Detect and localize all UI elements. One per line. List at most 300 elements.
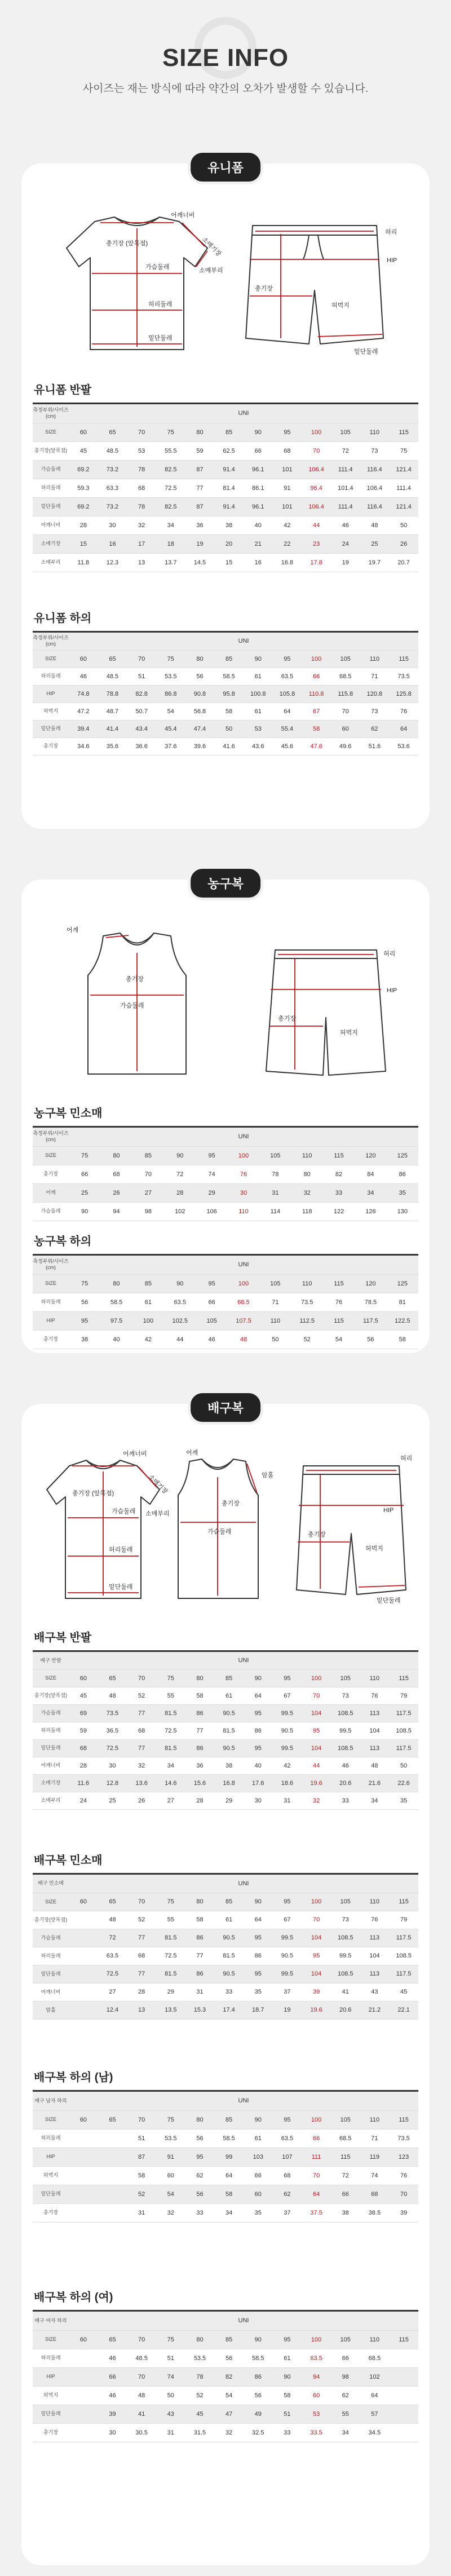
table-cell: [69, 2148, 98, 2166]
table-row: [33, 685, 418, 702]
table-cell: 30: [98, 1757, 127, 1774]
table-cell: 32: [156, 2203, 185, 2222]
table-cell: 77: [185, 1722, 215, 1739]
row-label: 총기장(앞목점): [33, 1687, 69, 1704]
row-label: 밑단둘레: [33, 2405, 69, 2423]
table-cell: 64: [244, 1911, 273, 1929]
row-label: 밑단둘레: [33, 1965, 69, 1983]
table-cell: 63.5: [164, 1293, 196, 1311]
table-cell: 100: [302, 1669, 331, 1687]
table-cell: 95: [273, 1893, 302, 1911]
table-cell: 33.5: [302, 2423, 331, 2442]
table-cell: 59.3: [69, 479, 98, 497]
table-cell: 31: [127, 2203, 156, 2222]
table-corner-label: 측정부위/사이즈 (cm): [33, 404, 69, 423]
table-cell: 81.5: [214, 1722, 244, 1739]
table-row: [33, 720, 418, 737]
table-cell: 100: [132, 1311, 164, 1330]
table-cell: 101: [273, 497, 302, 516]
table-cell: 65: [98, 2110, 127, 2129]
table-cell: [98, 2148, 127, 2166]
table-cell: 64: [389, 720, 418, 737]
table-cell: 37.6: [156, 737, 185, 755]
table-section: [33, 2068, 418, 2222]
table-cell: 85: [132, 1274, 164, 1293]
size-table: [33, 1875, 418, 2020]
table-cell: 94: [100, 1202, 132, 1221]
table-cell: 54: [323, 1330, 355, 1349]
table-row: [33, 1911, 418, 1929]
table-cell: 27: [98, 1983, 127, 2001]
table-cell: 58: [273, 2386, 302, 2405]
table-cell: 32: [127, 516, 156, 534]
table-cell: 29: [156, 1983, 185, 2001]
table-cell: 53: [127, 441, 156, 460]
table-cell: 51: [127, 2129, 156, 2148]
table-cell: 110: [291, 1146, 323, 1165]
table-cell: 60: [69, 650, 98, 668]
table-cell: 115: [389, 2330, 418, 2349]
table-cell: 91: [156, 2148, 185, 2166]
table-cell: 68: [100, 1165, 132, 1183]
table-cell: 106: [196, 1202, 227, 1221]
table-cell: 75: [69, 1274, 100, 1293]
row-label: SIZE: [33, 423, 69, 441]
label-thigh: 허벅지: [365, 1545, 383, 1552]
table-cell: 27: [156, 1792, 185, 1809]
table-cell: 16: [98, 534, 127, 553]
table-cell: 71: [360, 2129, 390, 2148]
table-cell: 104: [302, 1704, 331, 1722]
table-cell: 30: [244, 1792, 273, 1809]
table-row: [33, 1965, 418, 1983]
label-hip: HIP: [387, 987, 397, 994]
table-cell: 49.6: [331, 737, 360, 755]
table-cell: 48.5: [98, 668, 127, 685]
table-cell: 54: [214, 2386, 244, 2405]
table-cell: 72.5: [156, 1722, 185, 1739]
table-cell: 90: [244, 423, 273, 441]
table-cell: 68: [69, 1739, 98, 1757]
table-cell: 63.5: [273, 2129, 302, 2148]
table-cell: 61: [273, 2349, 302, 2367]
table-cell: 48.7: [98, 702, 127, 720]
table-cell: 46: [196, 1330, 227, 1349]
table-cell: [98, 2203, 127, 2222]
table-cell: [389, 2405, 418, 2423]
table-cell: 95: [273, 1669, 302, 1687]
table-cell: 26: [389, 534, 418, 553]
table-cell: 68: [127, 1722, 156, 1739]
table-cell: 58: [185, 1687, 215, 1704]
table-row: [33, 1165, 418, 1183]
table-cell: 47.6: [302, 737, 331, 755]
table-cell: 61: [244, 668, 273, 685]
table-cell: 31: [185, 1983, 215, 2001]
table-cell: 105: [331, 2110, 360, 2129]
table-cell: 99.5: [331, 1722, 360, 1739]
row-label: 어깨너비: [33, 516, 69, 534]
table-cell: 64: [360, 2386, 390, 2405]
table-title: 배구복 반팔: [33, 1628, 418, 1652]
table-cell: 60: [156, 2166, 185, 2185]
table-cell: 105: [331, 650, 360, 668]
table-cell: 34: [156, 516, 185, 534]
section-pill: 배구복: [188, 1390, 263, 1425]
table-cell: 104: [302, 1739, 331, 1757]
table-header-row: [33, 1256, 418, 1274]
table-row: [33, 1311, 418, 1330]
table-cell: 47.4: [185, 720, 215, 737]
row-label: 허리둘레: [33, 479, 69, 497]
row-label: 총기장(앞목점): [33, 441, 69, 460]
table-cell: 101.4: [331, 479, 360, 497]
table-cell: 30: [228, 1183, 259, 1202]
row-label: 소매부리: [33, 1792, 69, 1809]
table-cell: 81.5: [156, 1965, 185, 1983]
table-cell: 116.4: [360, 460, 390, 479]
label-hem: 밑단둘레: [109, 1584, 133, 1590]
table-cell: 60: [69, 1669, 98, 1687]
table-cell: 18.6: [273, 1774, 302, 1792]
table-cell: 61: [132, 1293, 164, 1311]
table-cell: 74: [360, 2166, 390, 2185]
table-cell: 58.5: [244, 2349, 273, 2367]
table-cell: 78: [259, 1165, 291, 1183]
table-cell: 68.5: [228, 1293, 259, 1311]
table-row: [33, 1757, 418, 1774]
table-cell: 68: [273, 2166, 302, 2185]
table-cell: 70: [302, 1687, 331, 1704]
table-cell: 78.5: [355, 1293, 386, 1311]
table-cell: 73.5: [389, 668, 418, 685]
table-cell: 15: [214, 553, 244, 572]
table-cell: 113: [360, 1929, 390, 1947]
table-cell: 108.5: [331, 1704, 360, 1722]
table-cell: 48.5: [98, 441, 127, 460]
table-cell: 116.4: [360, 497, 390, 516]
table-cell: 55: [156, 1911, 185, 1929]
table-cell: 111.4: [331, 497, 360, 516]
table-cell: 125: [387, 1146, 418, 1165]
table-cell: 70: [127, 2367, 156, 2386]
table-cell: 80: [185, 2110, 215, 2129]
table-cell: 66: [331, 2185, 360, 2203]
page-subtitle: 사이즈는 재는 방식에 따라 약간의 오차가 발생할 수 있습니다.: [82, 83, 369, 95]
table-cell: 84: [355, 1165, 386, 1183]
basketball-card: [21, 877, 430, 1353]
table-cell: 95: [273, 650, 302, 668]
table-cell: 51: [127, 668, 156, 685]
table-row: [33, 702, 418, 720]
table-cell: 19.6: [302, 2001, 331, 2019]
table-cell: 95: [244, 1965, 273, 1983]
table-cell: 20.6: [331, 1774, 360, 1792]
table-row: [33, 1274, 418, 1293]
table-cell: 41: [127, 2405, 156, 2423]
table-cell: 58.5: [214, 2129, 244, 2148]
table-corner-label: 배구 남자 하의: [33, 2092, 69, 2110]
table-cell: 25: [360, 534, 390, 553]
table-row: [33, 1947, 418, 1965]
table-cell: 70: [127, 650, 156, 668]
table-cell: 11.8: [69, 553, 98, 572]
table-title: 농구복 민소매: [33, 1104, 418, 1128]
page-title: SIZE INFO: [162, 44, 289, 72]
table-cell: 90.5: [214, 1929, 244, 1947]
table-cell: 117.5: [389, 1704, 418, 1722]
table-cell: [389, 2386, 418, 2405]
table-cell: 104: [360, 1947, 390, 1965]
table-cell: 76: [389, 702, 418, 720]
table-cell: [389, 2349, 418, 2367]
table-cell: 36.5: [98, 1722, 127, 1739]
table-cell: 42: [273, 516, 302, 534]
table-cell: 56: [185, 668, 215, 685]
uniform-illustration: [38, 206, 413, 358]
table-cell: 85: [132, 1146, 164, 1165]
table-cell: 105: [331, 2330, 360, 2349]
table-cell: 111.4: [331, 460, 360, 479]
table-cell: 115: [323, 1274, 355, 1293]
table-group-label: UNI: [69, 1256, 418, 1274]
table-cell: 113: [360, 1965, 390, 1983]
table-section: [33, 381, 418, 572]
table-cell: 75: [156, 423, 185, 441]
table-section: [33, 2288, 418, 2442]
table-cell: 102: [164, 1202, 196, 1221]
table-cell: 28: [69, 1757, 98, 1774]
table-cell: 90.5: [214, 1704, 244, 1722]
table-row: [33, 553, 418, 572]
table-cell: 80: [185, 1669, 215, 1687]
table-cell: 73.5: [389, 2129, 418, 2148]
label-sleeve-length: 소매기장: [147, 1473, 169, 1496]
table-cell: 75: [69, 1146, 100, 1165]
table-cell: 106.4: [360, 479, 390, 497]
table-cell: 82.5: [156, 460, 185, 479]
row-label: 어깨너비: [33, 1757, 69, 1774]
table-cell: [98, 2129, 127, 2148]
table-group-label: UNI: [69, 1875, 418, 1893]
table-cell: 72.5: [98, 1965, 127, 1983]
table-cell: 71: [259, 1293, 291, 1311]
table-cell: 55: [156, 1687, 185, 1704]
table-cell: 68: [127, 479, 156, 497]
table-cell: 30: [98, 516, 127, 534]
table-cell: 20: [214, 534, 244, 553]
table-cell: 60: [69, 423, 98, 441]
table-cell: [69, 2129, 98, 2148]
table-cell: 63.3: [98, 479, 127, 497]
table-row: [33, 1293, 418, 1311]
row-label: 가슴둘레: [33, 1704, 69, 1722]
table-cell: 56: [214, 2349, 244, 2367]
row-label: SIZE: [33, 1146, 69, 1165]
table-cell: 79: [389, 1911, 418, 1929]
table-row: [33, 516, 418, 534]
table-cell: 33: [331, 1792, 360, 1809]
table-cell: 130: [387, 1202, 418, 1221]
row-label: 밑단둘레: [33, 497, 69, 516]
table-cell: 77: [127, 1704, 156, 1722]
table-cell: 39: [302, 1983, 331, 2001]
table-cell: 70: [127, 1669, 156, 1687]
table-cell: 18: [156, 534, 185, 553]
table-cell: 56.8: [185, 702, 215, 720]
table-cell: 76: [360, 1911, 390, 1929]
table-cell: 36: [185, 516, 215, 534]
table-cell: 75: [156, 1669, 185, 1687]
table-cell: 31: [273, 1792, 302, 1809]
table-cell: 70: [127, 2330, 156, 2349]
table-cell: 22: [273, 534, 302, 553]
table-cell: 48: [360, 516, 390, 534]
table-cell: 53.5: [156, 2129, 185, 2148]
table-cell: 104: [360, 1722, 390, 1739]
table-cell: 74: [196, 1165, 227, 1183]
size-table: [33, 1652, 418, 1810]
table-cell: 81.5: [156, 1739, 185, 1757]
table-cell: 69.2: [69, 497, 98, 516]
table-cell: 25: [69, 1183, 100, 1202]
table-cell: 14.5: [185, 553, 215, 572]
table-cell: 63.5: [273, 668, 302, 685]
table-cell: 50: [389, 516, 418, 534]
table-cell: 16.8: [273, 553, 302, 572]
label-shoulder: 어깨너비: [171, 212, 195, 219]
table-cell: [98, 2166, 127, 2185]
table-cell: 73: [331, 1911, 360, 1929]
table-cell: 68: [273, 441, 302, 460]
table-cell: 48: [98, 1687, 127, 1704]
table-cell: 86: [244, 1947, 273, 1965]
table-cell: 104: [302, 1965, 331, 1983]
table-cell: 110: [360, 650, 390, 668]
table-header-row: [33, 633, 418, 650]
table-cell: [69, 1947, 98, 1965]
table-cell: 95: [244, 1929, 273, 1947]
table-cell: 90.5: [273, 1722, 302, 1739]
uniform-card: [21, 161, 430, 829]
table-row: [33, 2367, 418, 2386]
table-row: [33, 1330, 418, 1349]
table-cell: 115: [389, 1893, 418, 1911]
table-row: [33, 460, 418, 479]
row-label: 허리둘레: [33, 1293, 69, 1311]
table-cell: [69, 2166, 98, 2185]
table-cell: 87: [127, 2148, 156, 2166]
table-cell: 17: [127, 534, 156, 553]
table-cell: 76: [389, 2166, 418, 2185]
table-cell: 115: [389, 2110, 418, 2129]
table-cell: 13: [127, 553, 156, 572]
table-cell: 28: [69, 516, 98, 534]
table-cell: 64: [273, 702, 302, 720]
table-header-row: [33, 404, 418, 423]
table-corner-label: 측정부위/사이즈 (cm): [33, 1128, 69, 1146]
table-cell: 122: [323, 1202, 355, 1221]
table-cell: 56: [355, 1330, 386, 1349]
table-corner-label: 배구 반팔: [33, 1652, 69, 1669]
label-pants-waist: 허리: [385, 229, 397, 236]
table-cell: 37: [273, 2203, 302, 2222]
table-cell: [69, 1983, 98, 2001]
table-cell: 13.6: [127, 1774, 156, 1792]
table-cell: 36.6: [127, 737, 156, 755]
table-cell: 15: [69, 534, 98, 553]
table-cell: 125: [387, 1274, 418, 1293]
table-row: [33, 423, 418, 441]
table-cell: 59: [185, 441, 215, 460]
table-header-row: [33, 2092, 418, 2110]
table-cell: 115: [389, 423, 418, 441]
table-cell: 110: [228, 1202, 259, 1221]
table-cell: 66: [244, 2166, 273, 2185]
table-cell: 42: [273, 1757, 302, 1774]
row-label: 허벅지: [33, 702, 69, 720]
table-cell: 53.5: [185, 2349, 215, 2367]
size-table: [33, 633, 418, 755]
table-cell: 110: [360, 2110, 390, 2129]
table-cell: 52: [185, 2386, 215, 2405]
table-cell: 73: [331, 1687, 360, 1704]
table-cell: 68: [127, 1947, 156, 1965]
table-cell: 41.4: [98, 720, 127, 737]
table-cell: 64: [214, 2166, 244, 2185]
row-label: HIP: [33, 1311, 69, 1330]
table-cell: 98: [132, 1202, 164, 1221]
table-cell: 11.6: [69, 1774, 98, 1792]
table-row: [33, 1739, 418, 1757]
table-cell: 60: [244, 2185, 273, 2203]
table-corner-label: 측정부위/사이즈 (cm): [33, 1256, 69, 1274]
table-cell: 90: [273, 2367, 302, 2386]
table-cell: 57: [360, 2405, 390, 2423]
table-cell: 99.5: [273, 1704, 302, 1722]
table-cell: 52: [127, 1687, 156, 1704]
table-cell: 22.1: [389, 2001, 418, 2019]
table-corner-label: 배구 여자 하의: [33, 2312, 69, 2330]
table-cell: 77: [185, 1947, 215, 1965]
table-cell: [69, 2349, 98, 2367]
table-cell: 95: [196, 1146, 227, 1165]
table-cell: 90.5: [214, 1739, 244, 1757]
table-cell: 110: [360, 1893, 390, 1911]
table-cell: 47: [214, 2405, 244, 2423]
label-chest: 가슴둘레: [145, 264, 170, 271]
table-cell: 115: [331, 2148, 360, 2166]
table-cell: 78: [127, 460, 156, 479]
table-row: [33, 479, 418, 497]
table-cell: 99: [214, 2148, 244, 2166]
table-cell: [69, 1929, 98, 1947]
label-shoulder: 어깨너비: [123, 1451, 147, 1457]
table-cell: 72: [331, 2166, 360, 2185]
table-cell: 23: [302, 534, 331, 553]
table-cell: 26: [100, 1183, 132, 1202]
table-cell: 82: [214, 2367, 244, 2386]
table-cell: 63.5: [98, 1947, 127, 1965]
table-cell: 96.4: [302, 479, 331, 497]
table-cell: 32: [302, 1792, 331, 1809]
table-cell: 28: [164, 1183, 196, 1202]
table-cell: 13.5: [156, 2001, 185, 2019]
table-cell: [389, 2423, 418, 2442]
table-cell: 97.5: [100, 1311, 132, 1330]
table-cell: 73.2: [98, 460, 127, 479]
table-cell: 53.6: [389, 737, 418, 755]
